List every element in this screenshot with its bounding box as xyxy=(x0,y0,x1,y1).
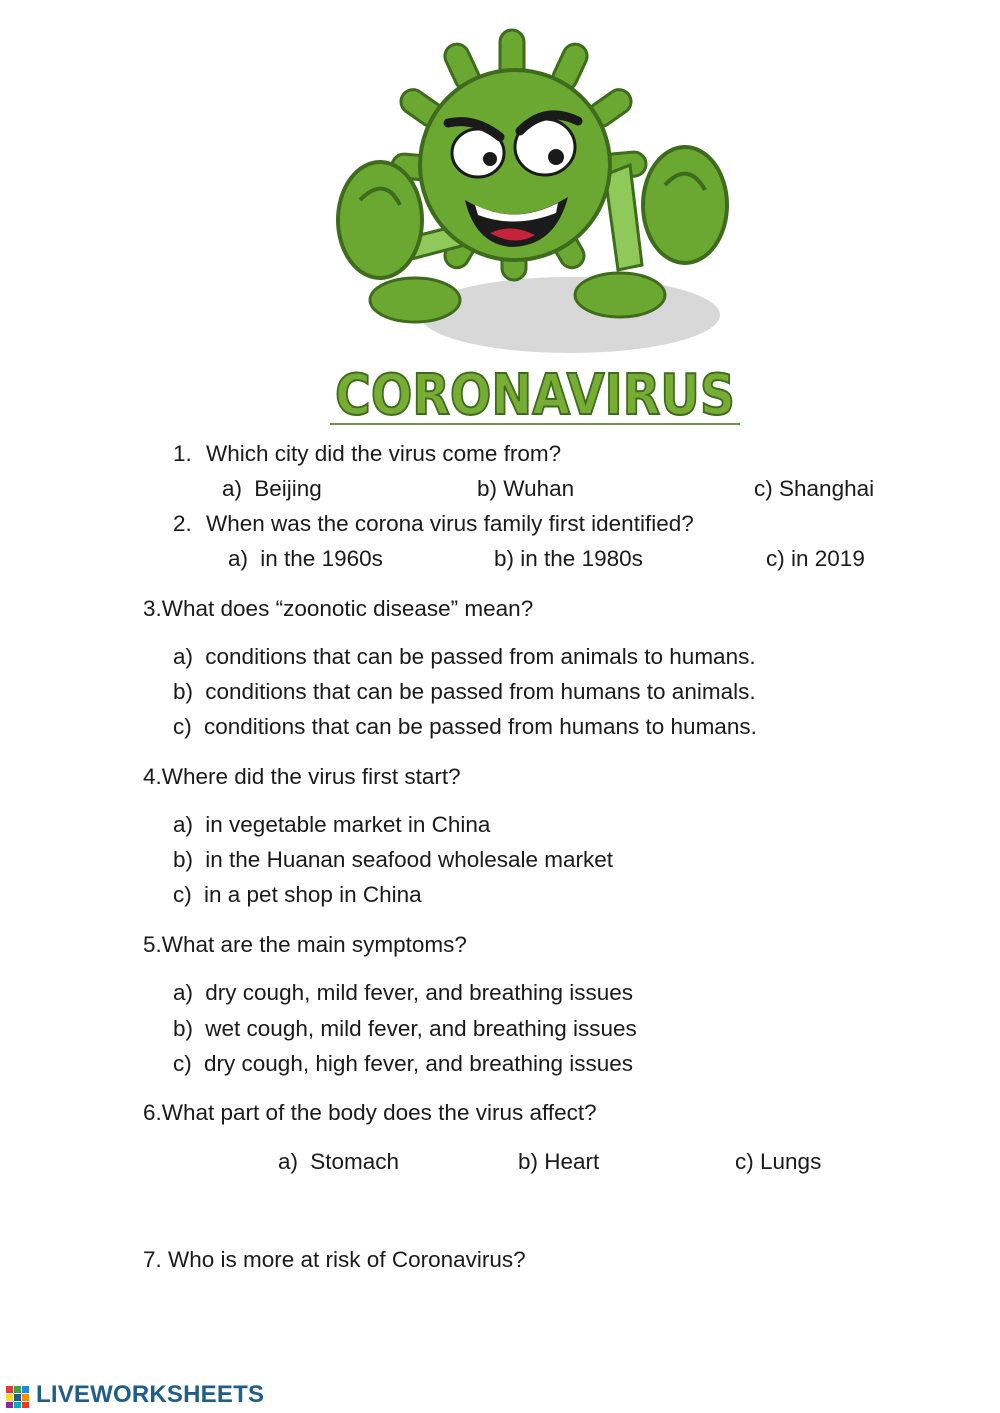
option-text: wet cough, mild fever, and breathing issues xyxy=(205,1016,637,1041)
option-text: Lungs xyxy=(760,1149,822,1174)
option-text: in vegetable market in China xyxy=(205,812,491,837)
option-letter: b) xyxy=(173,847,194,872)
option-text: Beijing xyxy=(254,476,322,501)
question-4: 4.Where did the virus first start? xyxy=(143,764,461,789)
q1-option-c[interactable] xyxy=(754,475,874,503)
q2-option-b[interactable] xyxy=(494,545,643,573)
option-letter: b) xyxy=(477,476,498,501)
q3-option-c[interactable] xyxy=(173,713,757,741)
option-letter: c) xyxy=(754,476,773,501)
option-letter: c) xyxy=(766,546,785,571)
worksheet-title xyxy=(330,362,740,426)
option-text: Heart xyxy=(544,1149,600,1174)
q4-option-b[interactable] xyxy=(173,846,613,874)
option-text: dry cough, high fever, and breathing issues xyxy=(204,1051,634,1076)
option-text: in the Huanan seafood wholesale market xyxy=(205,847,614,872)
option-text: Wuhan xyxy=(503,476,575,501)
option-letter: b) xyxy=(173,679,194,704)
option-letter: c) xyxy=(735,1149,754,1174)
option-letter: b) xyxy=(494,546,515,571)
question-1 xyxy=(173,440,561,468)
question-7: 7. Who is more at risk of Coronavirus? xyxy=(143,1247,526,1272)
option-text: dry cough, mild fever, and breathing issues xyxy=(205,980,634,1005)
q1-option-b[interactable] xyxy=(477,475,574,503)
q1-option-a[interactable] xyxy=(222,475,322,503)
option-letter: a) xyxy=(173,812,194,837)
q2-option-a[interactable] xyxy=(228,545,383,573)
question-text: Which city did the virus come from? xyxy=(206,441,562,466)
q5-option-b[interactable] xyxy=(173,1015,637,1043)
option-letter: b) xyxy=(173,1016,194,1041)
liveworksheets-badge-icon xyxy=(6,1386,30,1408)
question-number: 2. xyxy=(173,511,192,536)
q2-option-c[interactable] xyxy=(766,545,865,573)
question-2 xyxy=(173,510,694,538)
question-text: When was the corona virus family first identified? xyxy=(206,511,694,536)
option-text: in the 1960s xyxy=(260,546,383,571)
q6-option-c[interactable] xyxy=(735,1148,821,1176)
option-letter: a) xyxy=(173,644,194,669)
q6-option-b[interactable] xyxy=(518,1148,599,1176)
option-letter: a) xyxy=(278,1149,299,1174)
option-text: Stomach xyxy=(310,1149,400,1174)
q3-option-a[interactable] xyxy=(173,643,756,671)
option-text: conditions that can be passed from humans to animals. xyxy=(205,679,756,704)
option-text: conditions that can be passed from humans to humans. xyxy=(204,714,757,739)
option-text: conditions that can be passed from animals to humans. xyxy=(205,644,756,669)
q6-option-a[interactable] xyxy=(278,1148,399,1176)
question-5: 5.What are the main symptoms? xyxy=(143,932,467,957)
option-letter: a) xyxy=(222,476,243,501)
q5-option-a[interactable] xyxy=(173,979,633,1007)
option-letter: a) xyxy=(173,980,194,1005)
title-text: CORONAVIRUS xyxy=(335,363,735,428)
option-letter: c) xyxy=(173,1051,192,1076)
q3-option-b[interactable] xyxy=(173,678,756,706)
q5-option-c[interactable] xyxy=(173,1050,633,1078)
option-text: Shanghai xyxy=(779,476,875,501)
q4-option-a[interactable] xyxy=(173,811,490,839)
question-6: 6.What part of the body does the virus affect? xyxy=(143,1100,597,1125)
logo-text: LIVEWORKSHEETS xyxy=(36,1381,265,1408)
option-text: in the 1980s xyxy=(520,546,643,571)
coronavirus-cartoon-illustration xyxy=(330,25,740,360)
option-text: in a pet shop in China xyxy=(204,882,422,907)
option-letter: c) xyxy=(173,882,192,907)
option-letter: b) xyxy=(518,1149,539,1174)
question-number: 1. xyxy=(173,441,192,466)
option-letter: c) xyxy=(173,714,192,739)
q4-option-c[interactable] xyxy=(173,881,422,909)
question-3: 3.What does “zoonotic disease” mean? xyxy=(143,596,534,621)
option-text: in 2019 xyxy=(791,546,865,571)
option-letter: a) xyxy=(228,546,249,571)
